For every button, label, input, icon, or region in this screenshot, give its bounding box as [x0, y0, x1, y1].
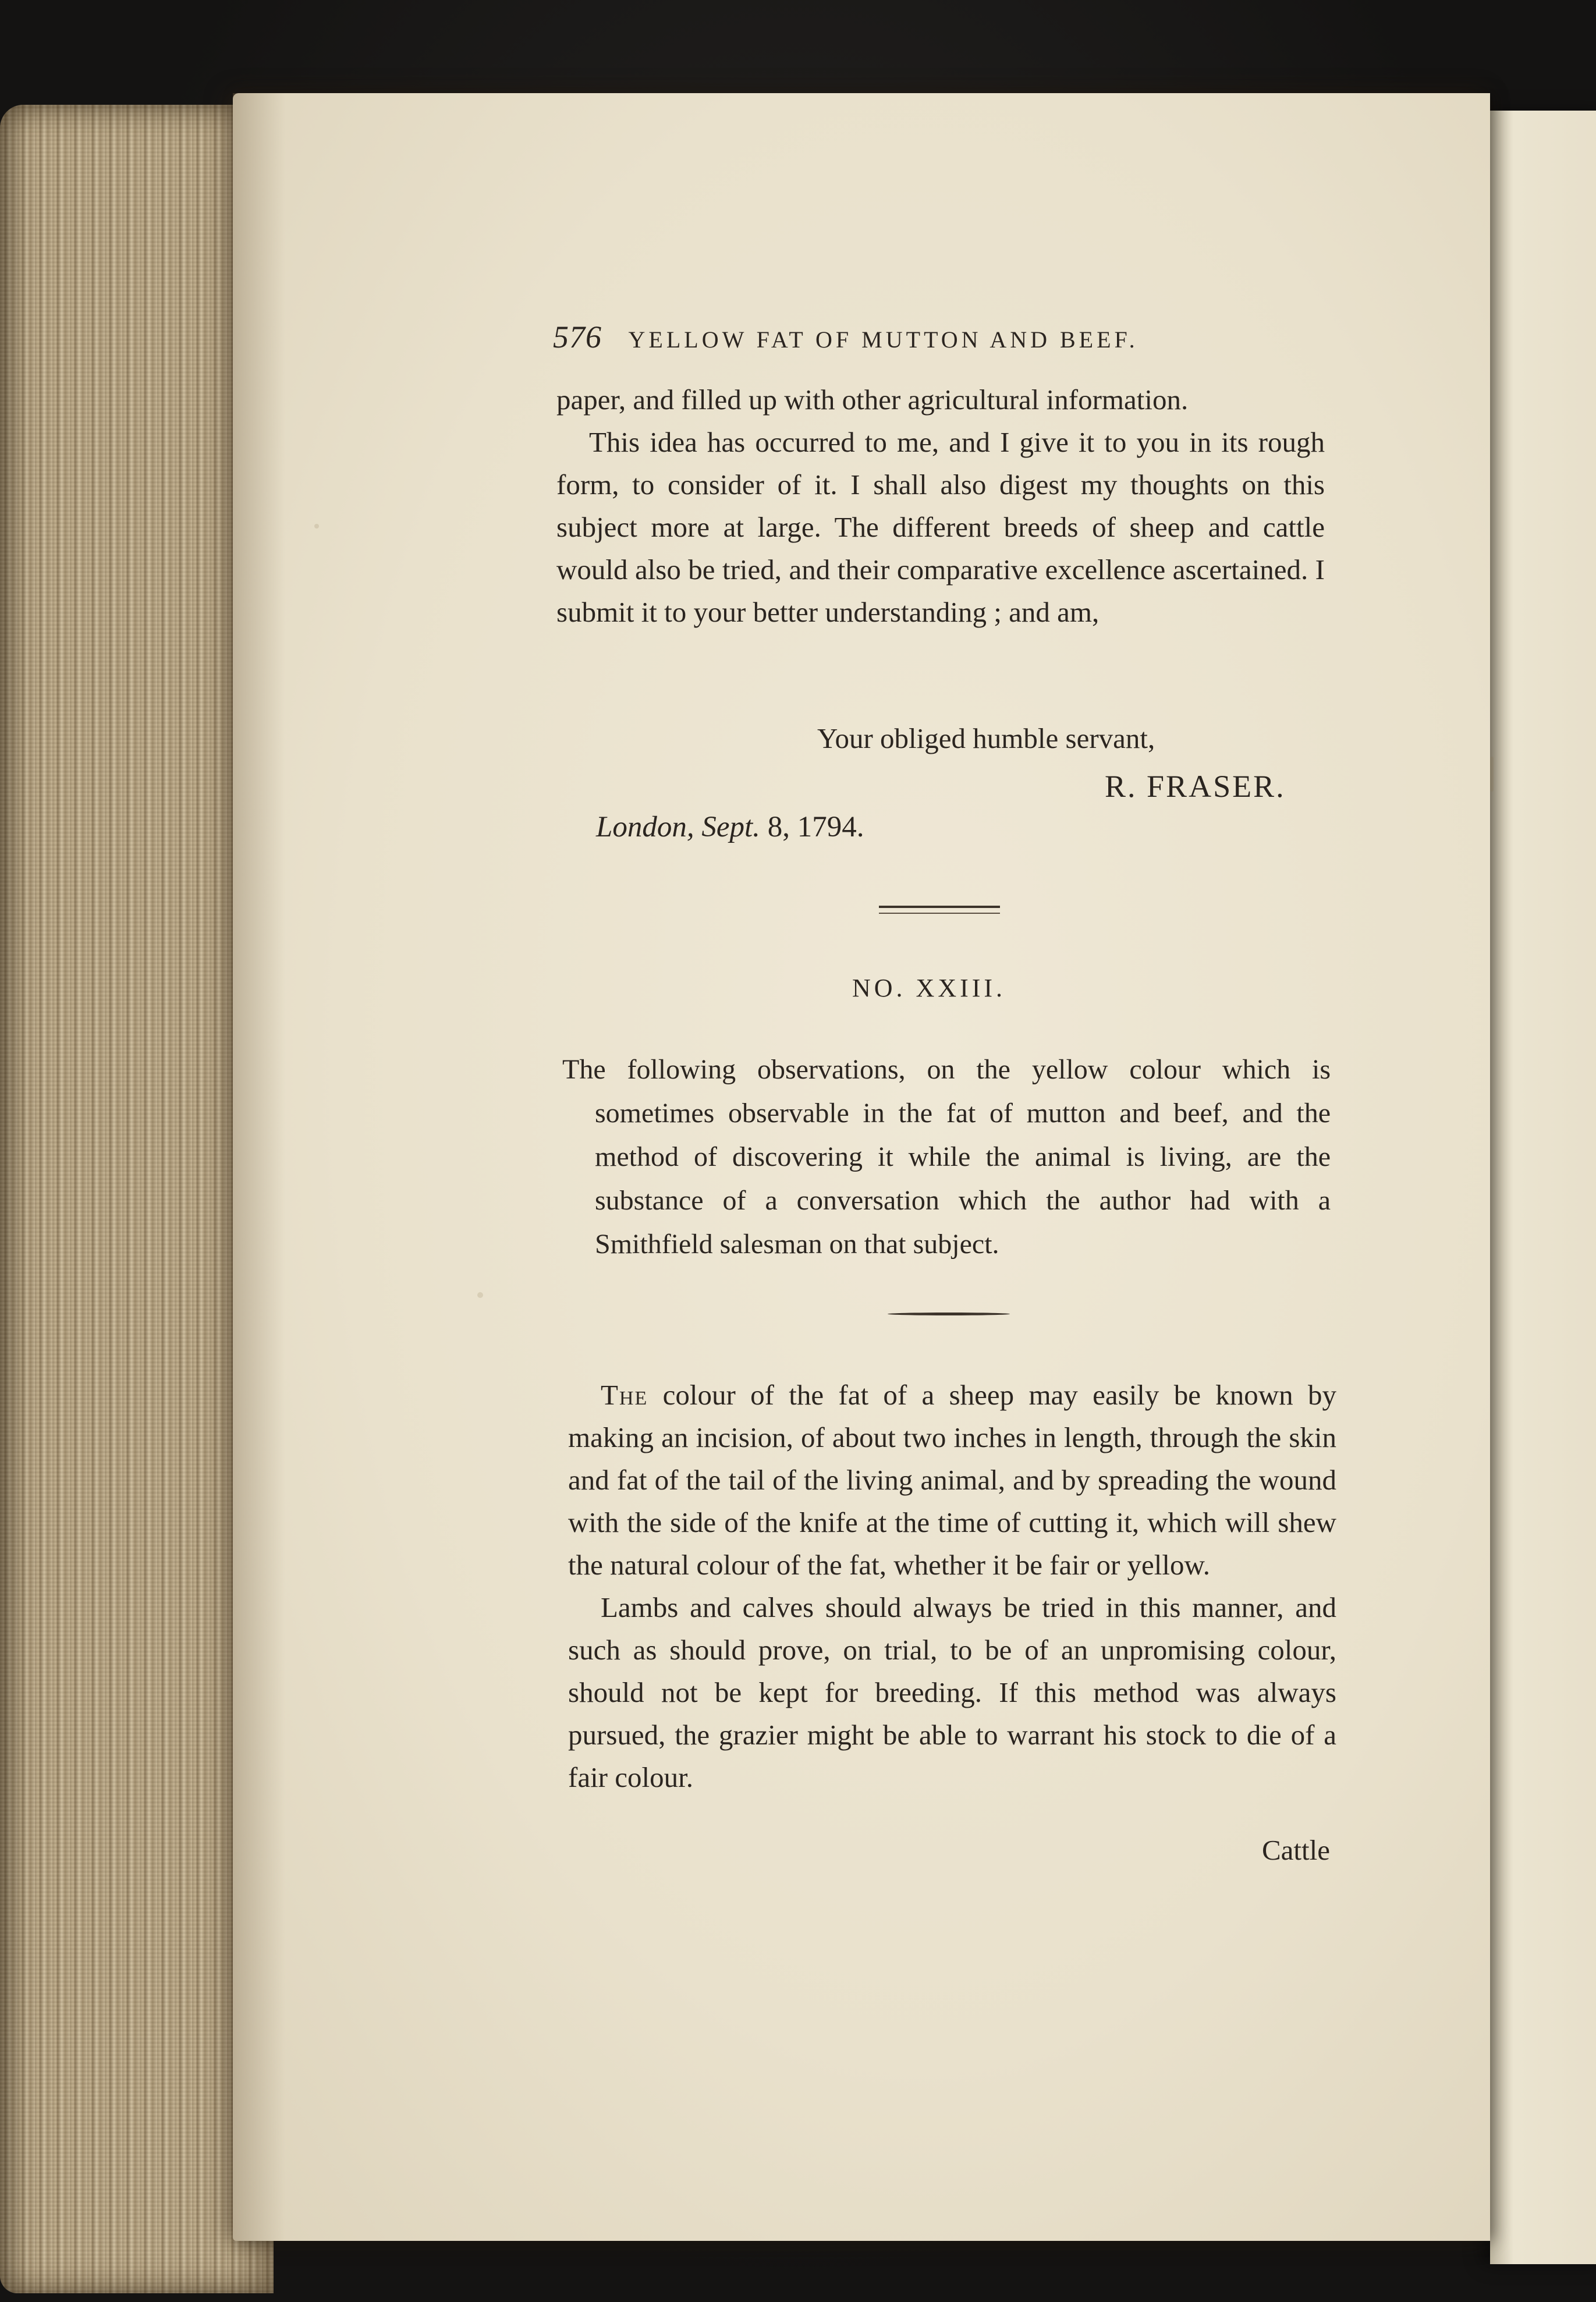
- page-number: 576: [553, 320, 602, 354]
- paragraph: Lambs and calves should always be tried in this manner, and such as should prove, on trial, to be of an unpromising colour, should not be kept for breeding. If this method was always pursued, the grazier might be able to warrant his stock to die of a fair colour.: [568, 1591, 1336, 1793]
- section-divider: [879, 906, 1000, 908]
- paper-speck: [477, 1292, 483, 1298]
- month: Sept.: [701, 811, 760, 843]
- body-text: [568, 1374, 1336, 1799]
- paper-speck: [314, 524, 319, 528]
- letter-text: [556, 378, 1325, 633]
- facing-page-edge: [1490, 111, 1596, 2264]
- paragraph: [568, 1374, 1336, 1586]
- letter-place-date: [596, 810, 864, 844]
- section-divider: [879, 913, 1000, 914]
- abstract-paragraph: The following observations, on the yellow colour which is sometimes observable in the fat of mutton and beef, and the method of discovering it while the animal is living, are the substance of a conversation which the author had with a Smithfield salesman on that subject.: [562, 1054, 1331, 1260]
- paragraph: This idea has occurred to me, and I give it to you in its rough form, to consider of it. I shall also digest my thoughts on this subject more at large. The different breeds of sheep and cattle would also be tried, and their comparative excellence ascertained. I submit it to your better understanding ; and am,: [556, 426, 1325, 628]
- date: 8, 1794.: [767, 811, 864, 843]
- section-abstract: [562, 1048, 1331, 1266]
- paragraph-rest: colour of the fat of a sheep may easily be known by making an incision, of about two inches in length, through the skin and fat of the tail of the living animal, and by spreading the wound with the side of the knife at the time of cutting it, which will shew the natural colour of the fat, whether it be fair or yellow.: [568, 1379, 1336, 1581]
- running-header: [553, 319, 1240, 355]
- place: London,: [596, 811, 694, 843]
- first-word: The: [601, 1379, 648, 1411]
- paragraph: paper, and filled up with other agricultural information.: [556, 384, 1189, 416]
- catchword: Cattle: [1262, 1834, 1331, 1866]
- letter-signature: R. FRASER.: [1105, 769, 1286, 804]
- abstract-divider: [888, 1313, 1010, 1315]
- running-title: YELLOW FAT OF MUTTON AND BEEF.: [628, 327, 1139, 353]
- section-number: NO. XXIII.: [852, 974, 1006, 1002]
- letter-closing: Your obliged humble servant,: [817, 722, 1155, 754]
- paper-crease: [1490, 757, 1494, 792]
